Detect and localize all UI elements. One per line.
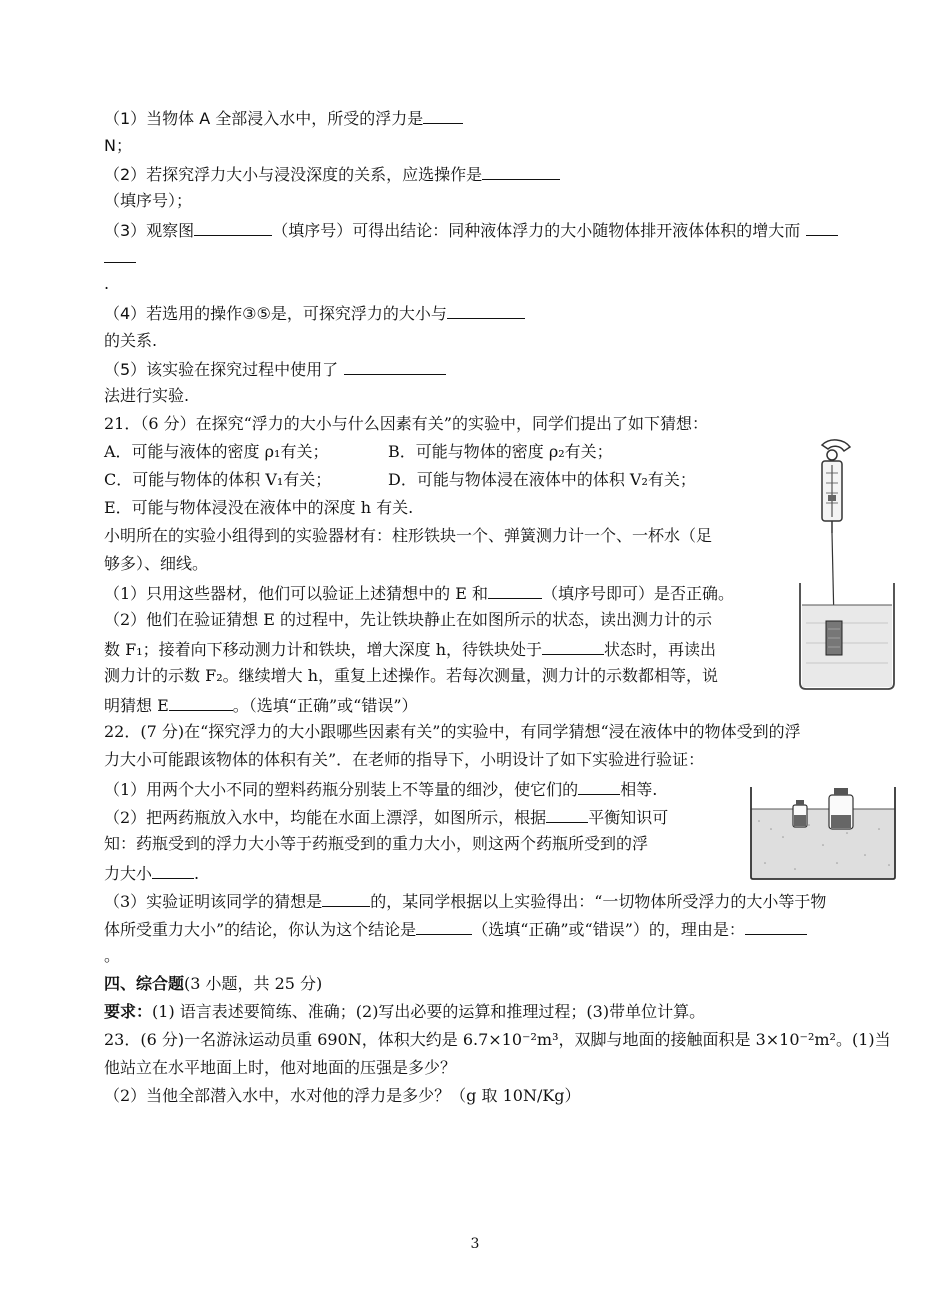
q22-part2-line2: 知：药瓶受到的浮力大小等于药瓶受到的重力大小，则这两个药瓶所受到的浮 xyxy=(104,834,649,853)
q21-title: 21．（6 分）在探究“浮力的大小与什么因素有关”的实验中，同学们提出了如下猜想： xyxy=(104,414,708,433)
q21-part1-suffix: （填序号即可）是否正确。 xyxy=(542,584,735,603)
q20-part2-text: （2）若探究浮力大小与浸没深度的关系，应选操作是 xyxy=(104,165,483,184)
q20-part5-text: （5）该实验在探究过程中使用了 xyxy=(104,360,339,379)
q20-part5-suffix: 法进行实验. xyxy=(104,386,190,405)
q22-part1-suffix: 相等. xyxy=(620,780,658,799)
q22-part3-text-b: 的，某同学根据以上实验得出：“一切物体所受浮力的大小等于物 xyxy=(370,892,827,911)
q20-blank-3[interactable] xyxy=(194,219,272,236)
q20-blank-2[interactable] xyxy=(482,163,560,180)
floating-bottles-figure xyxy=(749,785,897,881)
q21-equipment-1: 小明所在的实验小组得到的实验器材有：柱形铁块一个、弹簧测力计一个、一杯水（足 xyxy=(104,526,713,545)
q20-blank-6[interactable] xyxy=(344,358,446,375)
q22-part3-text-c: 体所受重力大小”的结论，你认为这个结论是 xyxy=(104,920,417,939)
q21-part2-line4: 明猜想 E xyxy=(104,696,169,715)
q22-title-line2: 力大小可能跟该物体的体积有关”．在老师的指导下，小明设计了如下实验进行验证： xyxy=(104,750,705,769)
q22-part3-text-a: （3）实验证明该同学的猜想是 xyxy=(104,892,323,911)
section4-note: (3 小题，共 25 分) xyxy=(184,974,323,993)
q22-blank-2[interactable] xyxy=(546,806,588,823)
page-number: 3 xyxy=(470,1236,480,1252)
q22-part2-suffix: 平衡知识可 xyxy=(588,808,669,827)
q22-title-line1: 22．(7 分)在“探究浮力的大小跟哪些因素有关”的实验中，有同学猜想“浸在液体中的物体受到的浮 xyxy=(104,722,801,741)
q22-blank-6[interactable] xyxy=(745,918,807,935)
section4-requirement-text: (1) 语言表述要简练、准确；(2)写出必要的运算和推理过程；(3)带单位计算。 xyxy=(152,1002,706,1021)
q22-blank-1[interactable] xyxy=(578,778,620,795)
q22-part3-text-d: （选填“正确”或“错误”）的，理由是： xyxy=(472,920,745,939)
q22-blank-5[interactable] xyxy=(416,918,472,935)
q21-blank-2[interactable] xyxy=(542,638,604,655)
q20-part4-suffix: 的关系. xyxy=(104,331,158,350)
q21-option-d: D．可能与物体浸在液体中的体积 V₂有关； xyxy=(388,470,696,489)
q20-part1-unit: N； xyxy=(104,136,132,155)
q22-part1-text: （1）用两个大小不同的塑料药瓶分别装上不等量的细沙，使它们的 xyxy=(104,780,579,799)
q20-blank-5[interactable] xyxy=(447,302,525,319)
q21-part2-line2: 数 F₁；接着向下移动测力计和铁块，增大深度 h，待铁块处于 xyxy=(104,640,542,659)
q20-part3-end: . xyxy=(104,274,110,293)
q21-part2-line4-end: 。（选填“正确”或“错误”） xyxy=(232,696,418,715)
q21-option-c: C．可能与物体的体积 V₁有关； xyxy=(104,470,332,489)
q20-blank-4-cont[interactable] xyxy=(104,246,136,263)
q20-part3-text-b: （填序号）可得出结论：同种液体浮力的大小随物体排开液体体积的增大而 xyxy=(272,221,801,240)
q22-part2-line3: 力大小 xyxy=(104,864,153,883)
q23-line3: （2）当他全部潜入水中，水对他的浮力是多少？（g 取 10N/Kg） xyxy=(104,1086,581,1105)
q22-part2-line3-end: . xyxy=(194,864,200,883)
q23-line2: 他站立在水平地面上时，他对地面的压强是多少？ xyxy=(104,1058,457,1077)
q21-option-a: A．可能与液体的密度 ρ₁有关； xyxy=(104,442,329,461)
q20-part3-text-a: （3）观察图 xyxy=(104,221,195,240)
q22-blank-4[interactable] xyxy=(322,890,370,907)
section4-requirement-label: 要求： xyxy=(104,1002,153,1021)
q20-blank-4[interactable] xyxy=(806,219,838,236)
q21-equipment-2: 够多）、细线。 xyxy=(104,554,209,573)
q21-part2-line3: 测力计的示数 F₂。继续增大 h，重复上述操作。若每次测量，测力计的示数都相等，说 xyxy=(104,666,718,685)
q21-blank-3[interactable] xyxy=(169,694,233,711)
q22-part3-end: 。 xyxy=(104,946,121,965)
q21-option-e: E．可能与物体浸没在液体中的深度 h 有关. xyxy=(104,498,414,517)
q21-blank-1[interactable] xyxy=(488,582,542,599)
q20-part2-suffix: （填序号）； xyxy=(104,191,193,210)
q20-blank-1[interactable] xyxy=(423,107,463,124)
q22-part2-text: （2）把两药瓶放入水中，均能在水面上漂浮，如图所示，根据 xyxy=(104,808,547,827)
q20-part4-text: （4）若选用的操作③⑤是，可探究浮力的大小与 xyxy=(104,304,447,323)
q21-part2-line2-end: 状态时，再读出 xyxy=(604,640,717,659)
q21-part1-text: （1）只用这些器材，他们可以验证上述猜想中的 E 和 xyxy=(104,584,489,603)
q21-option-b: B．可能与物体的密度 ρ₂有关； xyxy=(388,442,613,461)
q22-blank-3[interactable] xyxy=(152,862,194,879)
section4-title: 四、综合题 xyxy=(104,974,185,993)
q20-part1-text: （1）当物体 A 全部浸入水中，所受的浮力是 xyxy=(104,109,424,128)
q21-part2-line1: （2）他们在验证猜想 E 的过程中，先让铁块静止在如图所示的状态，读出测力计的示 xyxy=(104,610,713,629)
q23-line1: 23．(6 分)一名游泳运动员重 690N，体积大约是 6.7×10⁻²m³，双脚与地面的接触面积是 3×10⁻²m²。(1)当 xyxy=(104,1030,891,1049)
spring-scale-beaker-figure xyxy=(792,433,902,693)
